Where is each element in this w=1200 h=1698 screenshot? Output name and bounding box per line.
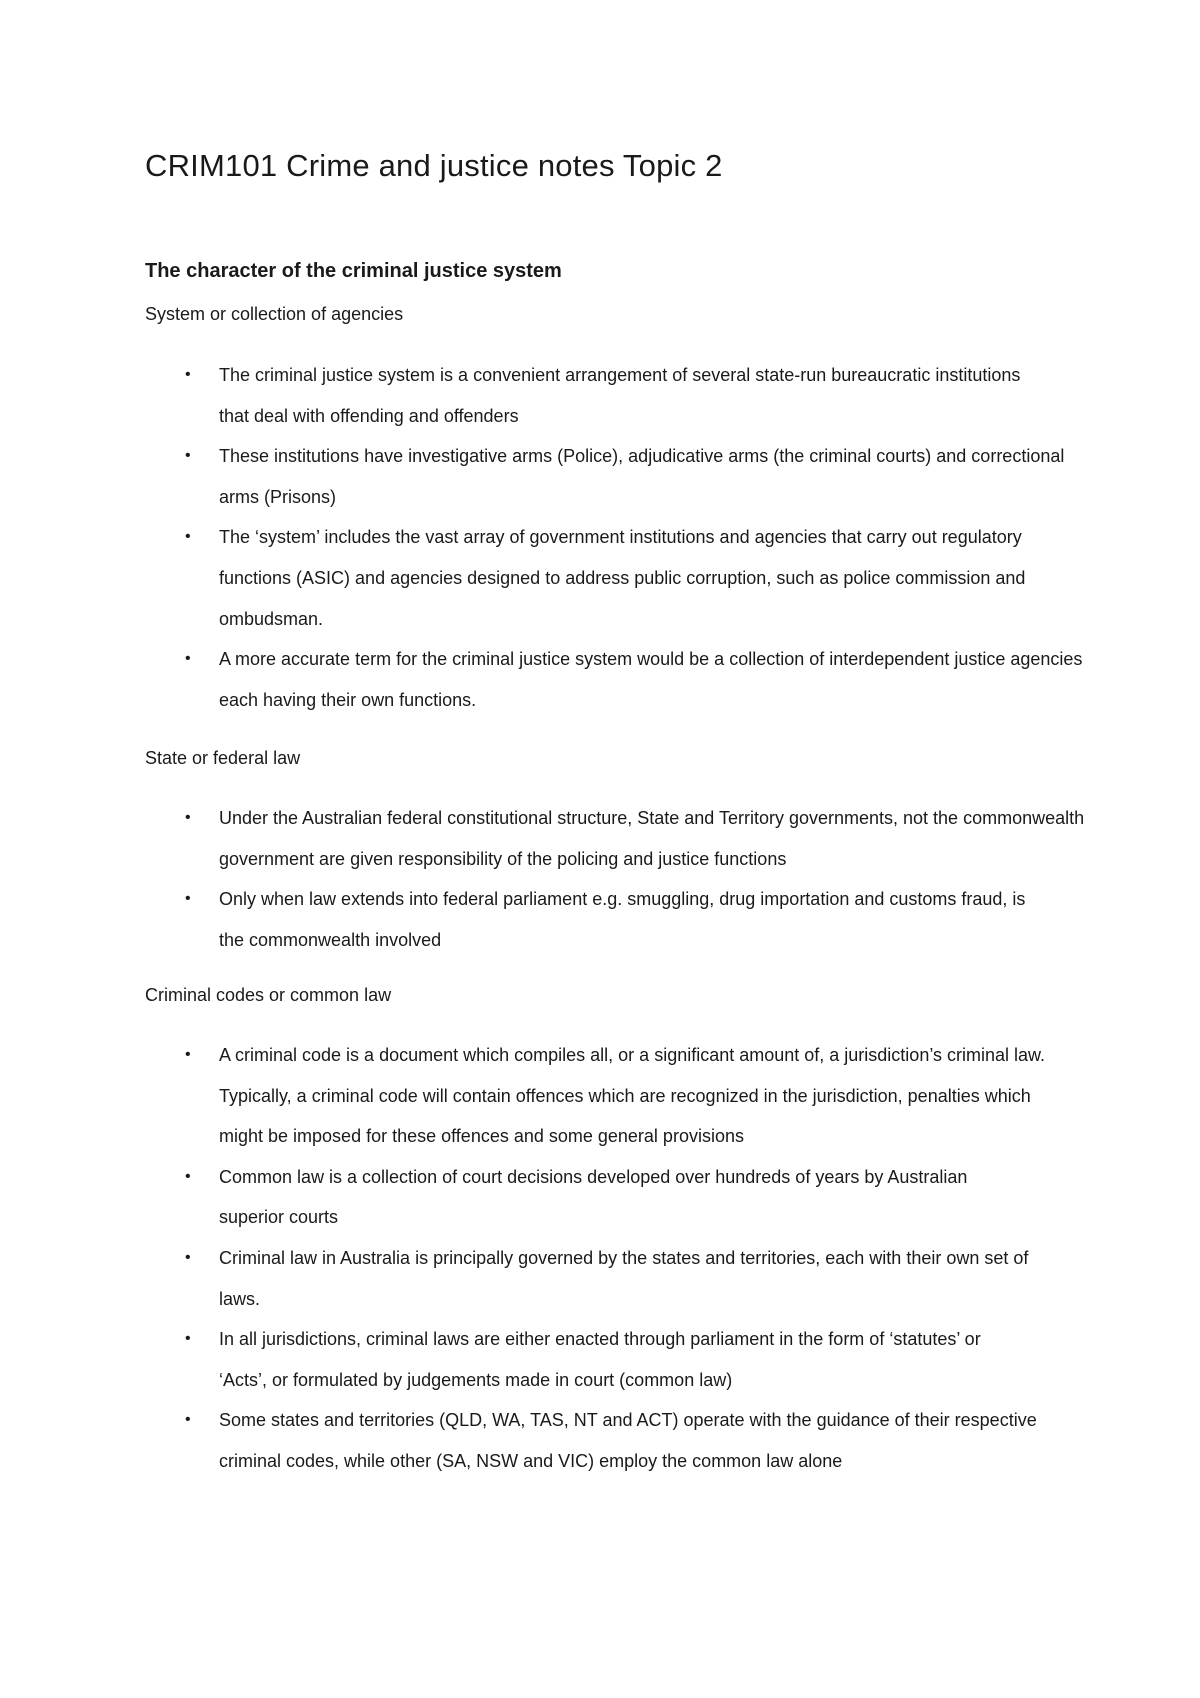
- bullet-icon: •: [185, 1046, 191, 1063]
- list-item: [0, 355, 1200, 436]
- list-item: [0, 436, 1200, 517]
- list-item-text: A criminal code is a document which compiles all, or a significant amount of, a jurisdiction’s criminal law. Typically, a criminal code will contain offences which are recognized in the jurisdiction, penalties which might be imposed for these offences and some general provisions: [219, 1045, 1046, 1147]
- list-item: [0, 1238, 1200, 1319]
- subheading-state-or-federal: State or federal law: [145, 748, 301, 768]
- subheading-criminal-codes: Criminal codes or common law: [145, 985, 392, 1005]
- list-item: [0, 1157, 1200, 1238]
- bullet-list-criminal-codes: [0, 1035, 1200, 1482]
- list-item: [0, 1400, 1200, 1481]
- list-item-text: Some states and territories (QLD, WA, TAS, NT and ACT) operate with the guidance of their respective criminal codes, while other (SA, NSW and VIC) employ the common law alone: [219, 1410, 1037, 1471]
- bullet-icon: •: [185, 528, 191, 546]
- list-item-text: Only when law extends into federal parliament e.g. smuggling, drug importation and customs fraud, is the commonwealth involved: [219, 889, 1026, 950]
- bullet-icon: •: [185, 1330, 191, 1348]
- section-heading: The character of the criminal justice system: [145, 260, 562, 282]
- list-item: [0, 1319, 1200, 1400]
- list-item-text: The criminal justice system is a convenient arrangement of several state-run bureaucratic institutions that deal with offending and offenders: [219, 365, 1021, 426]
- list-item-text: A more accurate term for the criminal justice system would be a collection of interdependent justice agencies each having their own functions.: [219, 649, 1083, 710]
- subheading-system-or-collection: System or collection of agencies: [145, 304, 404, 324]
- bullet-list-system-or-collection: [0, 355, 1200, 720]
- bullet-icon: •: [185, 366, 191, 383]
- list-item: [0, 1035, 1200, 1157]
- bullet-list-state-or-federal: [0, 798, 1200, 960]
- list-item-text: Under the Australian federal constitutional structure, State and Territory governments, not the commonwealth government are given responsibility of the policing and justice functions: [219, 808, 1085, 869]
- bullet-icon: •: [185, 1411, 191, 1429]
- document-title: CRIM101 Crime and justice notes Topic 2: [145, 148, 723, 183]
- list-item: [0, 639, 1200, 720]
- list-item-text: In all jurisdictions, criminal laws are either enacted through parliament in the form of ‘statutes’ or ‘Acts’, or formulated by judgements made in court (common law): [219, 1329, 981, 1390]
- list-item-text: The ‘system’ includes the vast array of government institutions and agencies that carry out regulatory functions (ASIC) and agencies designed to address public corruption, such as police commission and ombudsman.: [219, 527, 1026, 629]
- bullet-icon: •: [185, 1167, 191, 1185]
- list-item: [0, 879, 1200, 960]
- bullet-icon: •: [185, 890, 191, 908]
- bullet-icon: •: [185, 809, 191, 826]
- list-item: [0, 517, 1200, 639]
- list-item-text: These institutions have investigative arms (Police), adjudicative arms (the criminal courts) and correctional arms (Prisons): [219, 446, 1065, 507]
- list-item: [0, 798, 1200, 879]
- list-item-text: Common law is a collection of court decisions developed over hundreds of years by Australian superior courts: [219, 1166, 968, 1228]
- bullet-icon: •: [185, 447, 191, 465]
- list-item-text: Criminal law in Australia is principally governed by the states and territories, each with their own set of laws.: [219, 1247, 1029, 1309]
- bullet-icon: •: [185, 650, 191, 668]
- bullet-icon: •: [185, 1248, 191, 1266]
